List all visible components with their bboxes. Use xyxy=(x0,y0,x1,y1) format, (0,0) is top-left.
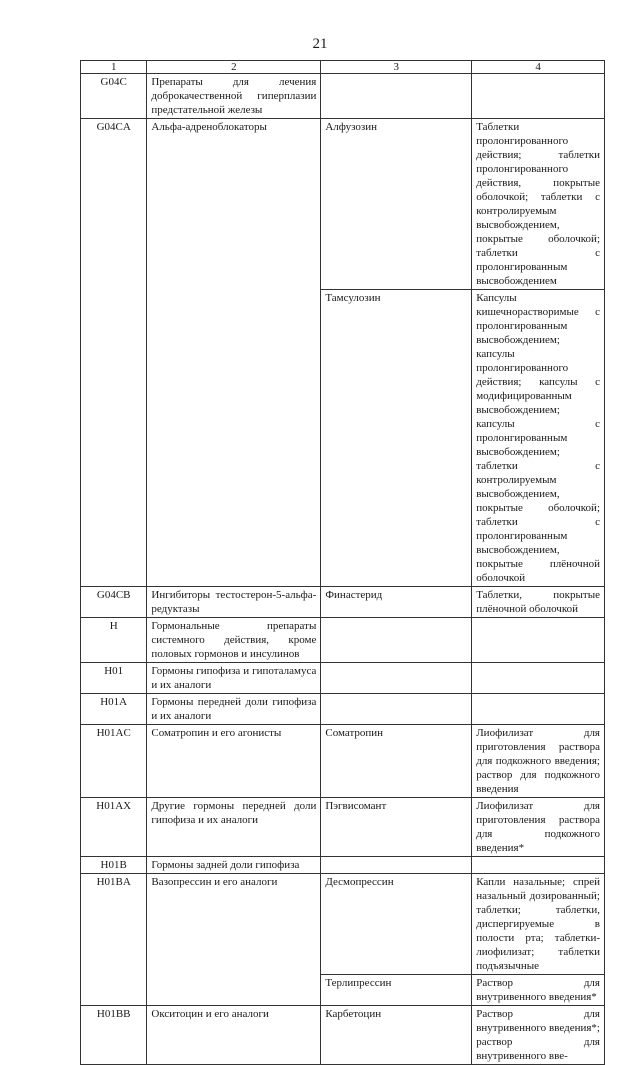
table-row xyxy=(81,874,605,975)
atc-code-cell: G04C xyxy=(81,74,147,119)
table-row xyxy=(81,1006,605,1065)
dosage-form-cell: Таблетки пролонгированного действия; таблетки пролонгированного действия, покрытые оболочкой; таблетки с контролируемым высвобождением, покрытые оболочкой; таблетки с пролонгированным высвобождением xyxy=(472,119,605,290)
drug-name-cell: Финастерид xyxy=(321,587,472,618)
dosage-form-cell xyxy=(472,857,605,874)
atc-group-cell: Гормональные препараты системного действия, кроме половых гормонов и инсулинов xyxy=(147,618,321,663)
drug-name-cell: Карбетоцин xyxy=(321,1006,472,1065)
atc-code-cell: H01B xyxy=(81,857,147,874)
atc-code-cell: H01AC xyxy=(81,725,147,798)
drug-name-cell xyxy=(321,857,472,874)
column-header-2: 2 xyxy=(147,61,321,74)
dosage-form-cell xyxy=(472,663,605,694)
drug-name-cell xyxy=(321,618,472,663)
table-row xyxy=(81,119,605,290)
atc-group-cell: Альфа-адреноблокаторы xyxy=(147,119,321,587)
dosage-form-cell: Раствор для внутривенного введения* xyxy=(472,975,605,1006)
drug-name-cell xyxy=(321,74,472,119)
atc-code-cell: H01AX xyxy=(81,798,147,857)
dosage-form-cell: Таблетки, покрытые плёночной оболочкой xyxy=(472,587,605,618)
table-row xyxy=(81,74,605,119)
header-row xyxy=(81,61,605,74)
atc-group-cell: Вазопрессин и его аналоги xyxy=(147,874,321,1006)
table-header xyxy=(81,61,605,74)
atc-group-cell: Препараты для лечения доброкачественной гиперплазии предстательной железы xyxy=(147,74,321,119)
drug-name-cell: Соматропин xyxy=(321,725,472,798)
table-row xyxy=(81,663,605,694)
drug-name-cell xyxy=(321,663,472,694)
atc-group-cell: Окситоцин и его аналоги xyxy=(147,1006,321,1065)
dosage-form-cell: Капли назальные; спрей назальный дозированный; таблетки; таблетки, диспергируемые в полости рта; таблетки-лиофилизат; таблетки подъязычные xyxy=(472,874,605,975)
atc-group-cell: Соматропин и его агонисты xyxy=(147,725,321,798)
column-header-4: 4 xyxy=(472,61,605,74)
atc-group-cell: Гормоны гипофиза и гипоталамуса и их аналоги xyxy=(147,663,321,694)
drug-name-cell: Пэгвисомант xyxy=(321,798,472,857)
drug-name-cell: Терлипрессин xyxy=(321,975,472,1006)
table-row xyxy=(81,725,605,798)
table-row xyxy=(81,857,605,874)
atc-code-cell: H01BB xyxy=(81,1006,147,1065)
dosage-form-cell: Капсулы кишечнорастворимые с пролонгированным высвобождением; капсулы пролонгированного действия; капсулы с модифицированным высвобождением; капсулы с пролонгированным высвобождением; таблетки с контролируемым высвобождением, покрытые оболочкой; таблетки с пролонгированным высвобождением, покрытые плёночной оболочкой xyxy=(472,290,605,587)
table-row xyxy=(81,587,605,618)
dosage-form-cell: Раствор для внутривенного введения*; раствор для внутривенного вве- xyxy=(472,1006,605,1065)
dosage-form-cell: Лиофилизат для приготовления раствора для подкожного введения; раствор для подкожного введения xyxy=(472,725,605,798)
table-row xyxy=(81,618,605,663)
atc-code-cell: G04CB xyxy=(81,587,147,618)
drug-name-cell: Алфузозин xyxy=(321,119,472,290)
column-header-1: 1 xyxy=(81,61,147,74)
atc-code-cell: H xyxy=(81,618,147,663)
table-body xyxy=(81,74,605,1065)
atc-code-cell: H01A xyxy=(81,694,147,725)
atc-code-cell: G04CA xyxy=(81,119,147,587)
atc-group-cell: Ингибиторы тестостерон-5-альфа-редуктазы xyxy=(147,587,321,618)
atc-group-cell: Другие гормоны передней доли гипофиза и их аналоги xyxy=(147,798,321,857)
atc-group-cell: Гормоны задней доли гипофиза xyxy=(147,857,321,874)
table-row xyxy=(81,798,605,857)
drug-name-cell xyxy=(321,694,472,725)
dosage-form-cell xyxy=(472,74,605,119)
dosage-form-cell: Лиофилизат для приготовления раствора для подкожного введения* xyxy=(472,798,605,857)
column-header-3: 3 xyxy=(321,61,472,74)
dosage-form-cell xyxy=(472,694,605,725)
drug-name-cell: Десмопрессин xyxy=(321,874,472,975)
medication-table xyxy=(80,60,605,1065)
atc-code-cell: H01 xyxy=(81,663,147,694)
page-number: 21 xyxy=(312,36,328,52)
dosage-form-cell xyxy=(472,618,605,663)
drug-name-cell: Тамсулозин xyxy=(321,290,472,587)
atc-code-cell: H01BA xyxy=(81,874,147,1006)
atc-group-cell: Гормоны передней доли гипофиза и их аналоги xyxy=(147,694,321,725)
table-row xyxy=(81,694,605,725)
